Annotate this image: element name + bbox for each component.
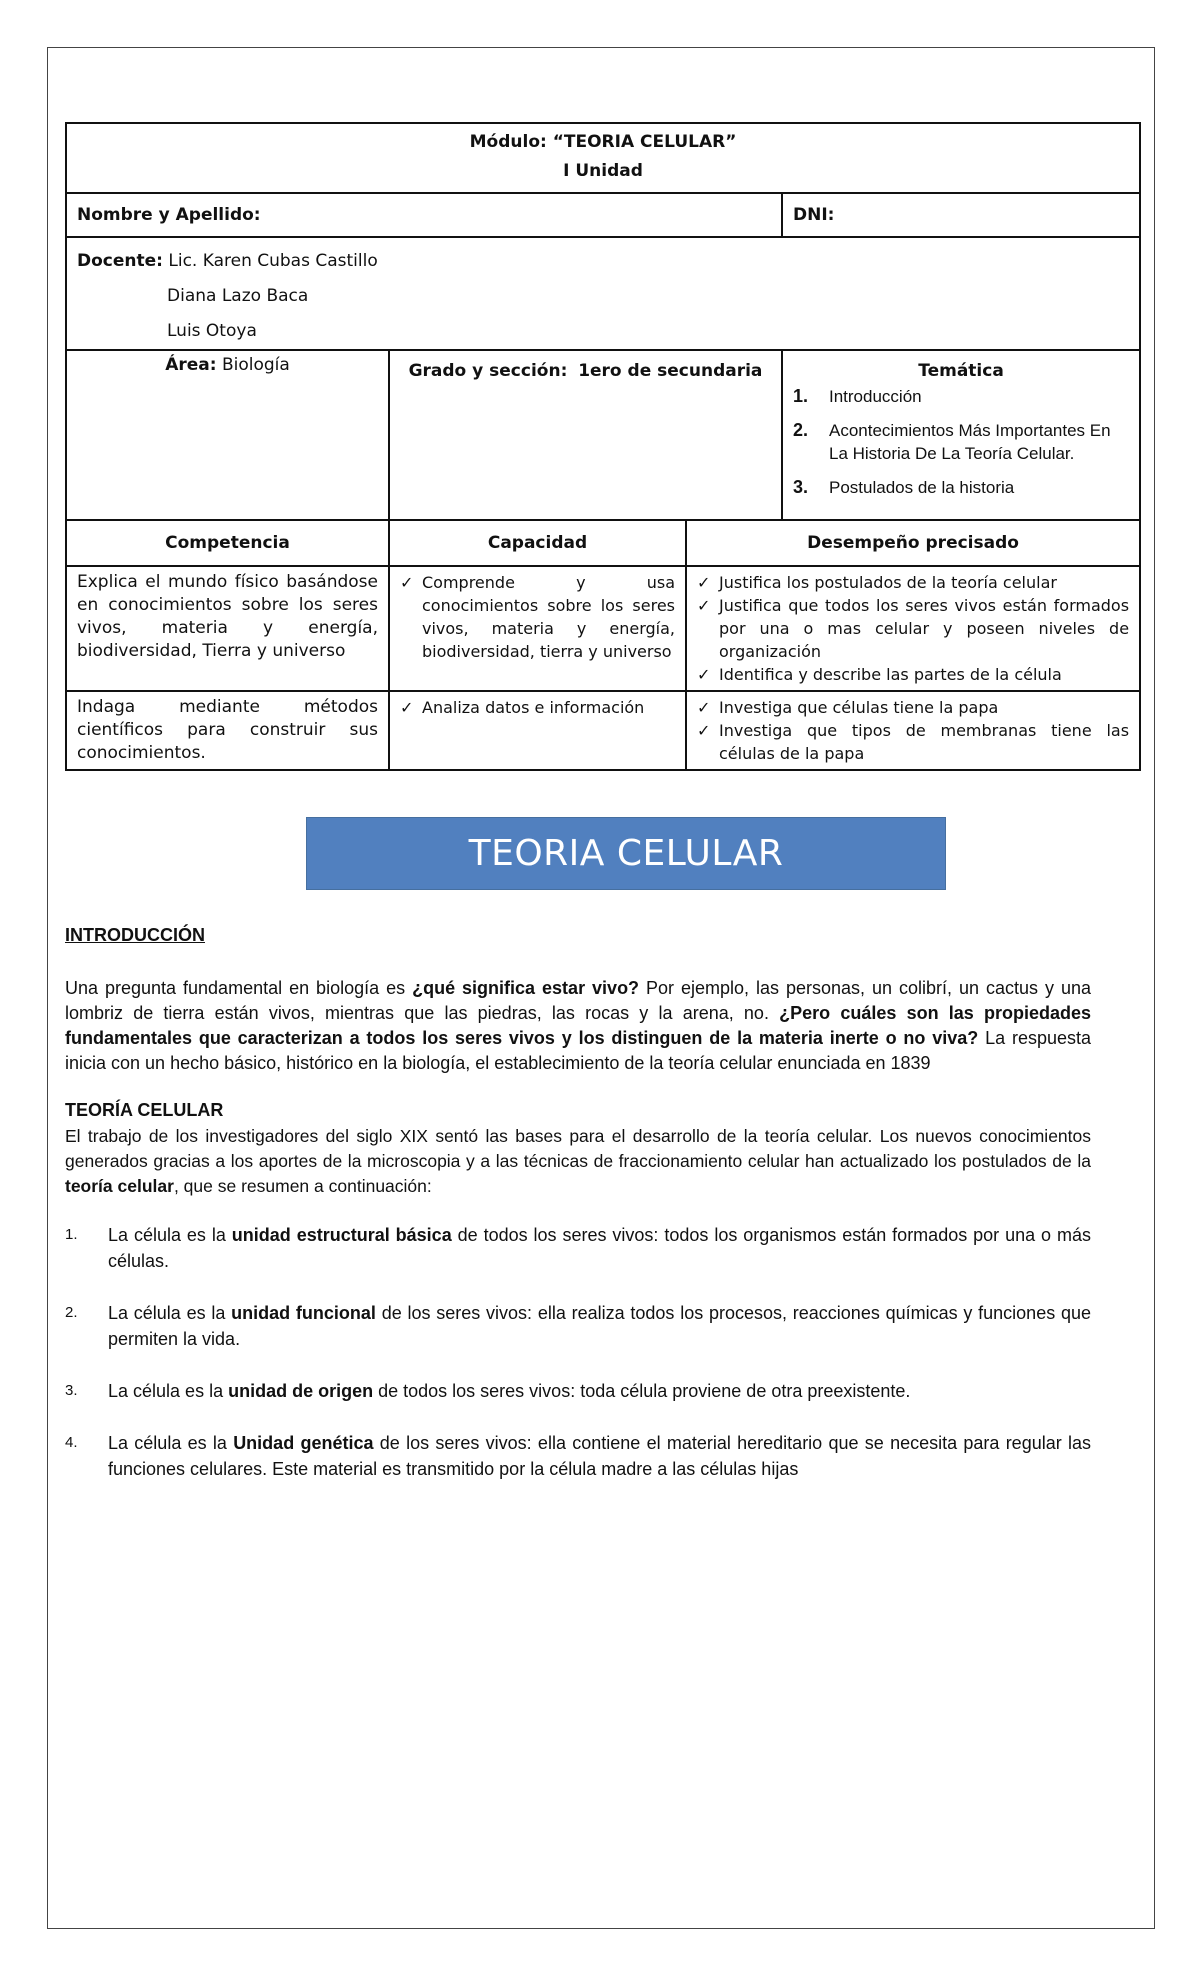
teoria-heading: TEORÍA CELULAR bbox=[65, 1100, 224, 1120]
name-field[interactable] bbox=[66, 193, 782, 237]
postulado-item: 4. La célula es la Unidad genética de los seres vivos: ella contiene el material hereditario que se necesita para regular las funciones celulares. Este material es transmitido por la célula madre a las células hijas bbox=[65, 1433, 1092, 1479]
desempeno-item: ✓ Justifica que todos los seres vivos están formados por una o mas celular y poseen niveles de organización bbox=[697, 596, 1130, 661]
docente-name: Luis Otoya bbox=[167, 321, 257, 341]
dni-field[interactable] bbox=[782, 193, 1140, 237]
name-label: Nombre y Apellido: bbox=[77, 205, 261, 225]
desempeno-item: ✓ Investiga que tipos de membranas tiene las células de la papa bbox=[697, 721, 1130, 763]
tematica-label: Temática bbox=[918, 361, 1004, 381]
grado-cell bbox=[389, 350, 782, 520]
teoria-paragraph: El trabajo de los investigadores del siglo XIX sentó las bases para el desarrollo de la teoría celular. Los nuevos conocimientos generados gracias a los aportes de la microscopia y a las técnicas de fraccionamiento celular han actualizado los postulados de la teoría celular, que se resumen a continuación: bbox=[65, 1126, 1091, 1196]
grado-label: Grado y sección: bbox=[408, 361, 568, 381]
desempeno-cell bbox=[686, 566, 1140, 691]
tematica-item: 2. Acontecimientos Más Importantes En La Historia De La Teoría Celular. bbox=[793, 420, 1111, 463]
area-label: Área: bbox=[165, 355, 217, 375]
module-title-line2: I Unidad bbox=[563, 161, 643, 181]
docente-cell bbox=[66, 237, 1140, 350]
teoria-celular-banner: TEORIA CELULAR bbox=[306, 817, 946, 890]
header-desempeno: Desempeño precisado bbox=[686, 520, 1140, 566]
check-icon: ✓ bbox=[697, 721, 711, 740]
competencia-cell: Indaga mediante métodos científicos para construir sus conocimientos. bbox=[66, 691, 389, 770]
intro-paragraph: Una pregunta fundamental en biología es ¿qué significa estar vivo? Por ejemplo, las personas, un colibrí, un cactus y una lombriz de tierra están vivos, mientras que las piedras, las rocas y la arena, no. ¿Pero cuáles son las propiedades fundamentales que caracterizan a todos los seres vivos y los distinguen de la materia inerte o no viva? La respuesta inicia con un hecho básico, histórico en la biología, el establecimiento de la teoría celular enunciada en 1839 bbox=[65, 978, 1092, 1073]
intro-heading: INTRODUCCIÓN bbox=[65, 925, 205, 945]
check-icon: ✓ bbox=[697, 596, 711, 615]
capacidad-item: ✓ Comprende y usa conocimientos sobre los seres vivos, materia y energía, biodiversidad, tierra y universo bbox=[400, 573, 675, 661]
docente-name: Diana Lazo Baca bbox=[167, 286, 309, 306]
check-icon: ✓ bbox=[697, 665, 711, 684]
tematica-item: 3. Postulados de la historia bbox=[793, 477, 1015, 497]
area-cell bbox=[66, 350, 389, 520]
postulado-item: 2. La célula es la unidad funcional de los seres vivos: ella realiza todos los procesos, reacciones químicas y funciones que permiten la vida. bbox=[65, 1303, 1092, 1349]
header-competencia: Competencia bbox=[66, 520, 389, 566]
check-icon: ✓ bbox=[697, 573, 711, 592]
check-icon: ✓ bbox=[400, 573, 414, 592]
docente-name: Lic. Karen Cubas Castillo bbox=[168, 251, 378, 271]
docente-label: Docente: bbox=[77, 251, 163, 271]
capacidad-item: ✓ Analiza datos e información bbox=[400, 698, 645, 717]
check-icon: ✓ bbox=[697, 698, 711, 717]
postulado-item: 3. La célula es la unidad de origen de todos los seres vivos: toda célula proviene de otra preexistente. bbox=[65, 1381, 911, 1401]
desempeno-cell bbox=[686, 691, 1140, 770]
area-value: Biología bbox=[221, 355, 290, 375]
competencia-cell: Explica el mundo físico basándose en conocimientos sobre los seres vivos, materia y energía, biodiversidad, Tierra y universo bbox=[66, 566, 389, 691]
desempeno-item: ✓ Identifica y describe las partes de la célula bbox=[697, 665, 1062, 684]
capacidad-cell bbox=[389, 691, 686, 770]
check-icon: ✓ bbox=[400, 698, 414, 717]
desempeno-item: ✓ Justifica los postulados de la teoría celular bbox=[697, 573, 1057, 592]
module-info-table bbox=[65, 122, 1141, 771]
tematica-item: 1. Introducción bbox=[793, 386, 922, 406]
dni-label: DNI: bbox=[793, 205, 835, 225]
header-capacidad: Capacidad bbox=[389, 520, 686, 566]
postulado-item: 1. La célula es la unidad estructural básica de todos los seres vivos: todos los organismos están formados por una o más células. bbox=[65, 1225, 1091, 1271]
capacidad-cell bbox=[389, 566, 686, 691]
tematica-cell bbox=[782, 350, 1140, 520]
module-title bbox=[66, 123, 1140, 193]
module-title-line1: Módulo: “TEORIA CELULAR” bbox=[469, 132, 737, 152]
desempeno-item: ✓ Investiga que células tiene la papa bbox=[697, 698, 999, 717]
grado-value: 1ero de secundaria bbox=[578, 361, 763, 381]
tematica-list bbox=[793, 385, 1129, 499]
